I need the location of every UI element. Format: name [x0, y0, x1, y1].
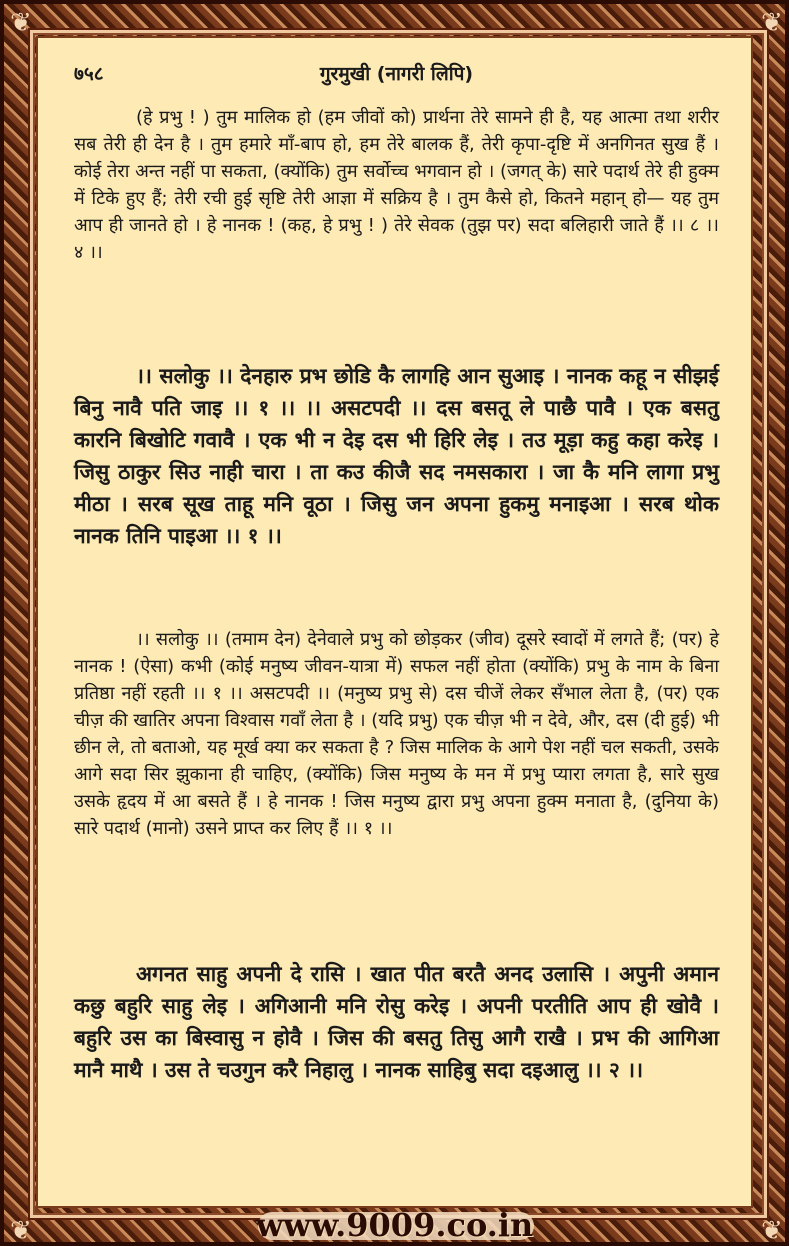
gurbani-paragraph: अगनत साहु अपनी दे रासि । खात पीत बरतै अनद उलासि । अपुनी अमान कछु बहुरि साहु लेइ । अगिआनी मनि रोसु करेइ । अपनी परतीति आप ही खोवै । बहुरि उस का बिस्वासु न होवै । जिस की बसतु तिसु आगै राखै । प्रभ की आगिआ मानै माथै । उस ते चउगुन करै निहालु । नानक साहिबु सदा दइआलु ।। २ ।। — [74, 962, 719, 1082]
translation-paragraph: ।। सलोकु ।। (तमाम देन) देनेवाले प्रभु को छोड़कर (जीव) दूसरे स्वादों में लगते हैं; (पर) हे नानक ! (ऐसा) कभी (कोई मनुष्य जीवन-यात्रा में) सफल नहीं होता (क्योंकि) प्रभु के नाम के बिना प्रतिष्ठा नहीं रहती ।। १ ।। असटपदी ।। (मनुष्य प्रभु से) दस चीजें लेकर सँभाल लेता है, (पर) एक चीज़ की खातिर अपना विश्वास गवाँ लेता है । (यदि प्रभु) एक चीज़ भी न देवे, और, दस (दी हुई) भी छीन ले, तो बताओ, यह मूर्ख क्या कर सकता है ? जिस मालिक के आगे पेश नहीं चल सकती, उसके आगे सदा सिर झुकाना ही चाहिए, (क्योंकि) जिस मनुष्य के मन में प्रभु प्यारा लगता है, सारे सुख उसके हृदय में आ बसते हैं । हे नानक ! जिस मनुष्य द्वारा प्रभु अपना हुक्म मनाता है, (दुनिया के) सारे पदार्थ (मानो) उसने प्राप्त कर लिए हैं ।। १ ।। — [74, 629, 719, 839]
page-header — [74, 60, 719, 90]
corner-ornament-icon: ❦ — [10, 1216, 32, 1246]
page-number: ७५८ — [74, 63, 104, 85]
gurbani-paragraph: ।। सलोकु ।। देनहारु प्रभ छोडि कै लागहि आन सुआइ । नानक कहू न सीझई बिनु नावै पति जाइ ।। १ ।। ।। असटपदी ।। दस बसतू ले पाछै पावै । एक बसतु कारनि बिखोटि गवावै । एक भी न देइ दस भी हिरि लेइ । तउ मूड़ा कहु कहा करेइ । जिसु ठाकुर सिउ नाही चारा । ता कउ कीजै सद नमसकारा । जा कै मनि लागा प्रभु मीठा । सरब सूख ताहू मनि वूठा । जिसु जन अपना हुकमु मनाइआ । सरब थोक नानक तिनि पाइआ ।। १ ।। — [74, 364, 719, 548]
website-footer[interactable]: www.9009.co.in — [255, 1206, 534, 1244]
translation-paragraph: (हे प्रभु ! ) तुम मालिक हो (हम जीवों को) प्रार्थना तेरे सामने ही है, यह आत्मा तथा शरीर सब तेरी ही देन है । तुम हमारे माँ-बाप हो, हम तेरे बालक हैं, तेरी कृपा-दृष्टि में अनगिनत सुख हैं । कोई तेरा अन्त नहीं पा सकता, (क्योंकि) तुम सर्वोच्च भगवान हो । (जगत् के) सारे पदार्थ तेरे ही हुक्म में टिके हुए हैं; तेरी रची हुई सृष्टि तेरी आज्ञा में सक्रिय है । तुम कैसे हो, कितने महान् हो— यह तुम आप ही जानते हो । हे नानक ! (कह, हे प्रभु ! ) तेरे सेवक (तुझ पर) सदा बलिहारी जाते हैं ।। ८ ।। ४ ।। — [74, 107, 719, 263]
corner-ornament-icon: ❦ — [761, 8, 783, 38]
corner-ornament-icon: ❦ — [761, 1216, 783, 1246]
page-title: गुरमुखी (नागरी लिपि) — [319, 63, 474, 85]
corner-ornament-icon: ❦ — [10, 8, 32, 38]
page-panel — [36, 36, 753, 1208]
